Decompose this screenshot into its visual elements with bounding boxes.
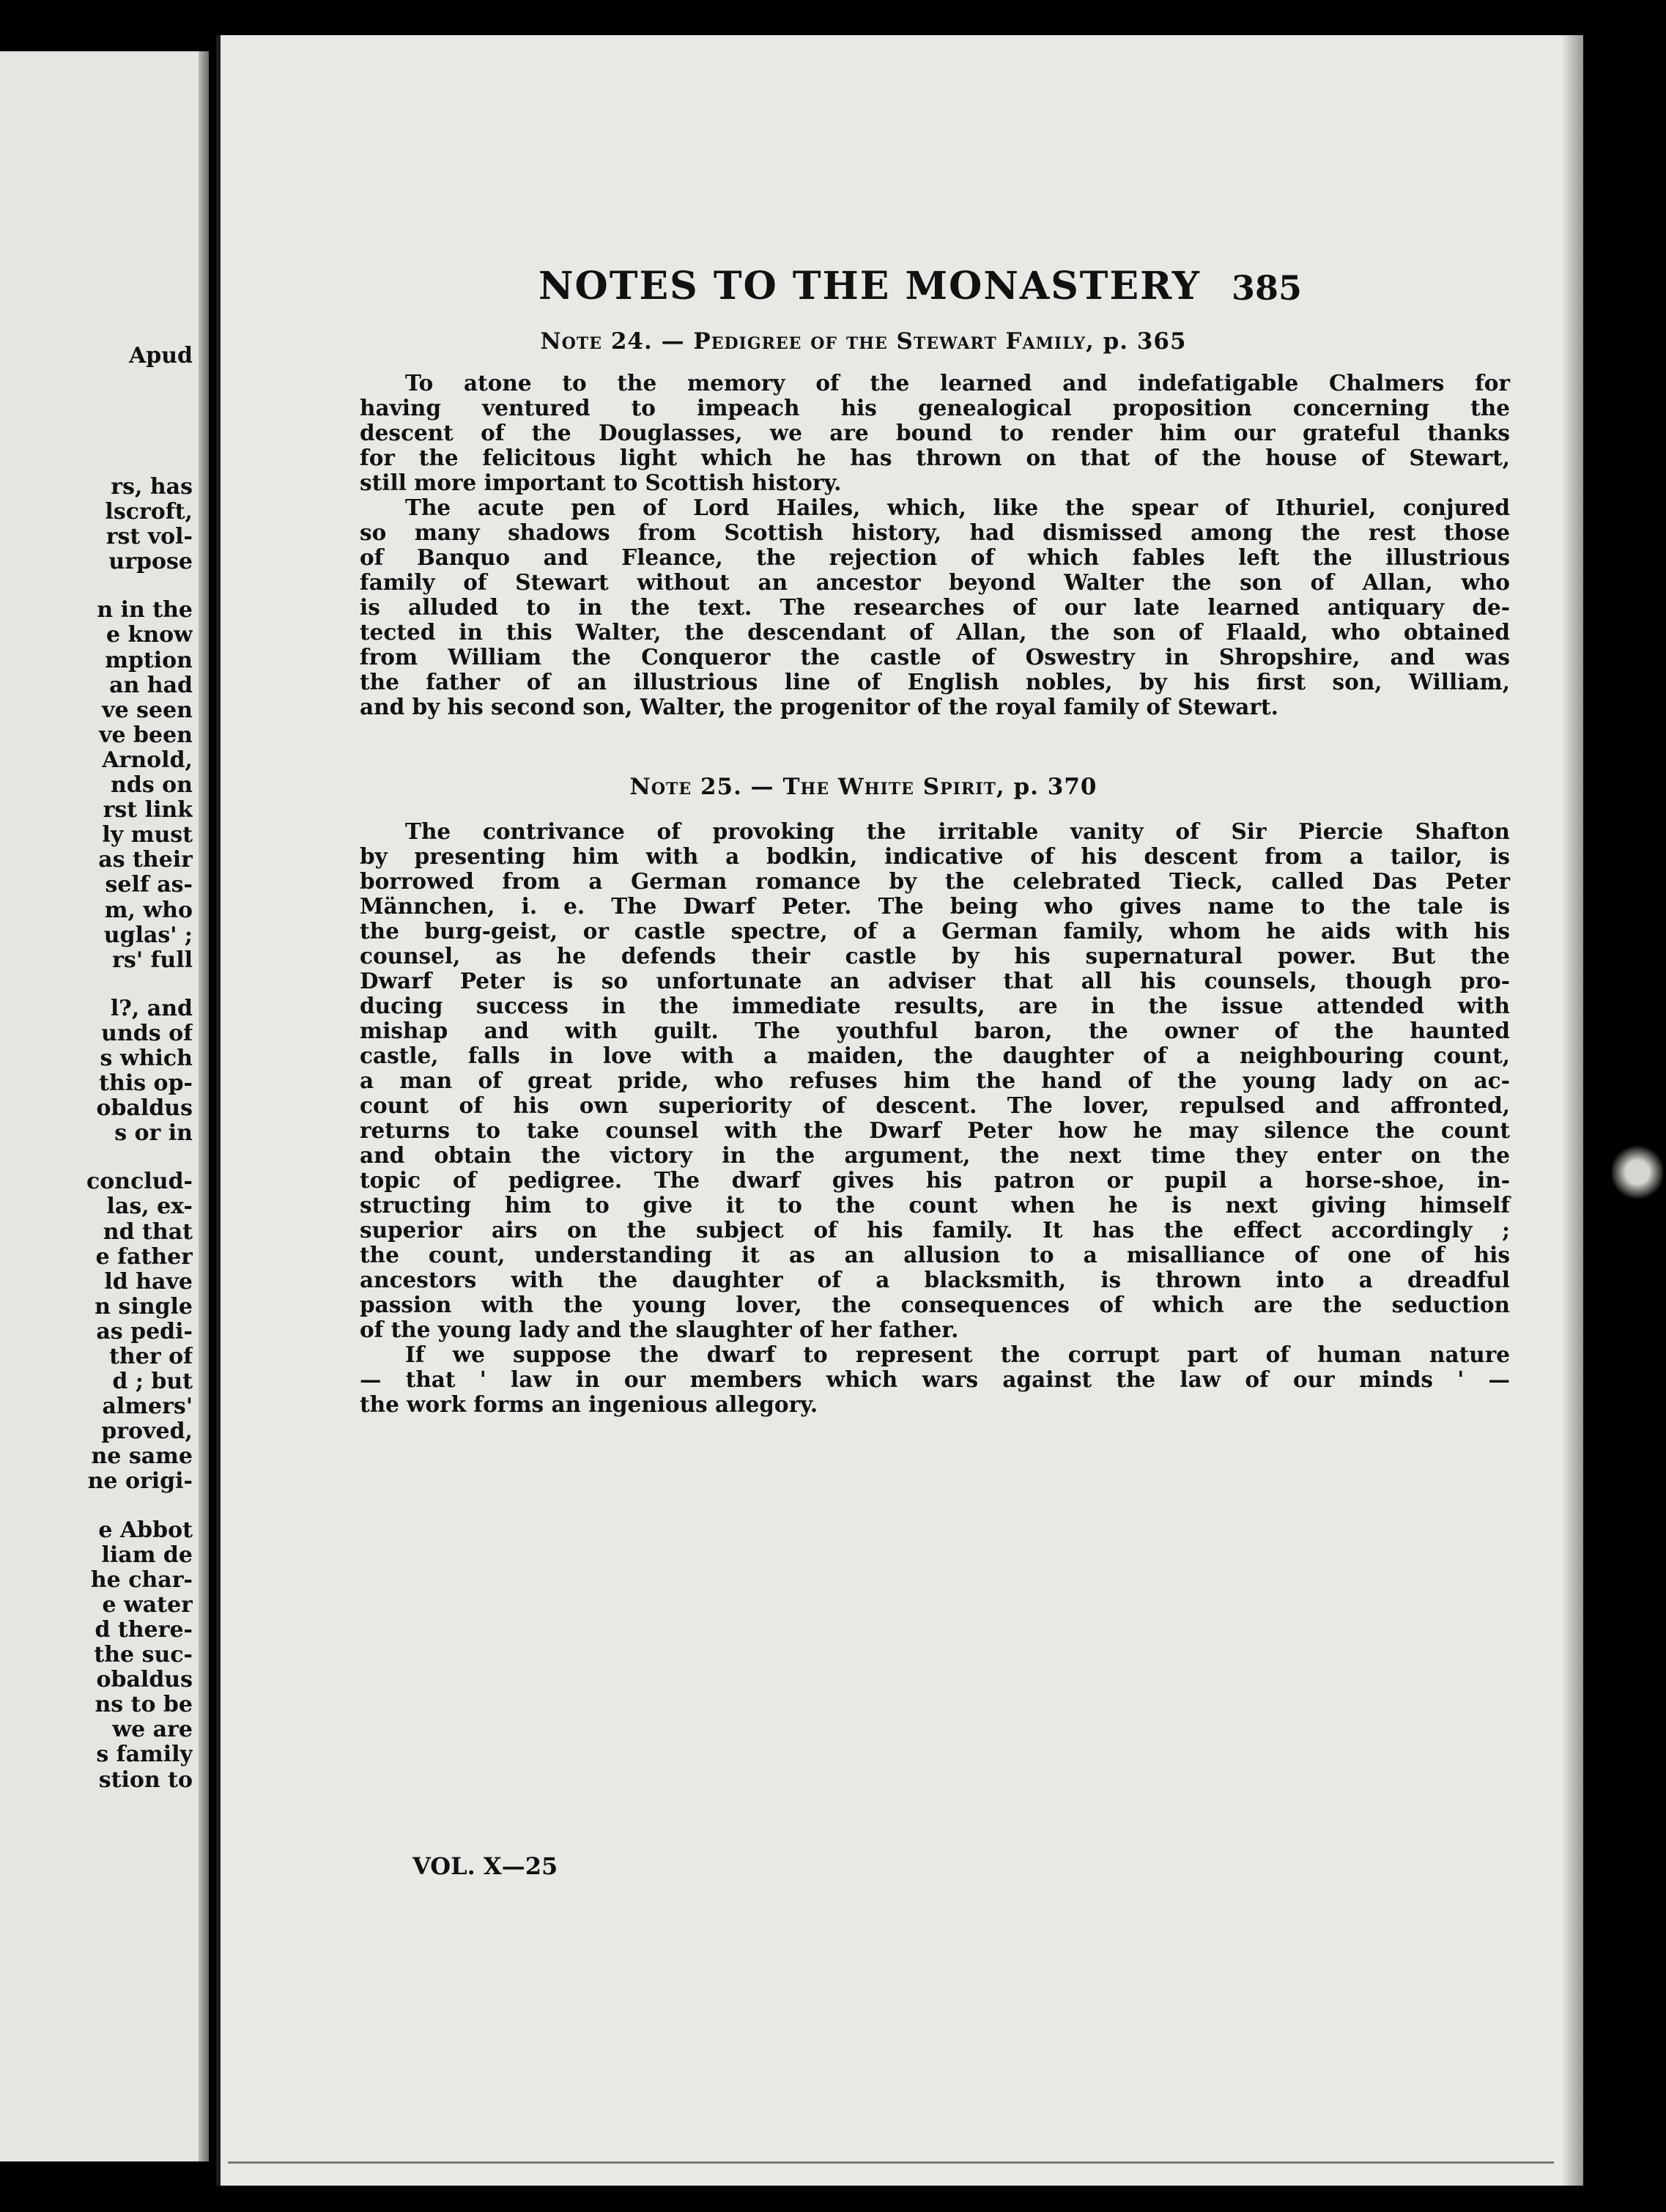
note25-line: the work forms an ingenious allegory. [360,1391,818,1417]
note24-line: still more important to Scottish history. [360,470,842,495]
note25-line: castle, falls in love with a maiden, the daughter of a neighbouring count, [360,1043,1510,1068]
left-page-line: self as- [105,873,193,898]
left-page-line: ve been [99,722,193,748]
left-page-line: s which [100,1046,193,1071]
note24-line: and by his second son, Walter, the progenitor of the royal family of Stewart. [360,694,1278,720]
previous-page-edge [0,51,209,2161]
note-25-heading [221,774,1437,800]
left-page-line: s family [96,1742,193,1768]
note24-line: The acute pen of Lord Hailes, which, like the spear of Ithuriel, conjured [405,495,1510,520]
page-edge-shadow [1561,35,1583,2186]
left-page-line: nds on [111,773,193,799]
left-page-line: ne same [91,1444,193,1470]
left-page-line: the suc- [94,1643,193,1668]
left-page-line: n single [95,1294,193,1320]
note-24-title: Pedigree of the Stewart Family, [693,328,1095,355]
left-page-line: ns to be [95,1693,193,1718]
left-page-lines [0,475,193,1793]
note25-line: structing him to give it to the count when he is next giving himself [360,1192,1510,1218]
scan-artifact [1612,1143,1663,1202]
note24-line: having ventured to impeach his genealogical proposition concerning the [360,395,1510,421]
note24-line: from William the Conqueror the castle of Oswestry in Shropshire, and was [360,644,1510,670]
left-page-line: nd that [103,1219,193,1245]
signature-mark: VOL. X—25 [412,1852,558,1880]
note25-line: passion with the young lover, the consequences of which are the seduction [360,1292,1510,1317]
note25-line: by presenting him with a bodkin, indicative of his descent from a tailor, is [360,843,1510,869]
left-page-line: ve seen [102,698,193,723]
note24-line: family of Stewart without an ancestor beyond Walter the son of Allan, who [360,569,1510,595]
left-page-line: conclud- [86,1169,193,1195]
left-page-line: e father [95,1244,193,1270]
note25-line: The contrivance of provoking the irritable vanity of Sir Piercie Shafton [405,818,1510,844]
note25-line: mishap and with guilt. The youthful baron, the owner of the haunted [360,1018,1510,1043]
note25-line: and obtain the victory in the argument, the next time they enter on the [360,1142,1510,1168]
left-page-line: obaldus [96,1668,193,1693]
note25-line: the burg-geist, or castle spectre, of a German family, whom he aids with his [360,918,1510,944]
note24-line: tected in this Walter, the descendant of Allan, the son of Flaald, who obtained [360,619,1510,645]
note24-line: so many shadows from Scottish history, had dismissed among the rest those [360,519,1510,545]
left-page-line: uglas' ; [103,922,193,948]
left-page-line: proved, [101,1419,193,1445]
note-24-heading [221,328,1437,355]
note24-line: To atone to the memory of the learned and indefatigable Chalmers for [405,370,1510,396]
left-page-line: ther of [109,1344,193,1369]
left-page-line: d ; but [112,1369,193,1395]
note-24-page-ref: p. 365 [1103,328,1187,355]
left-page-line: rst link [103,798,193,824]
left-page-line: we are [112,1717,193,1743]
left-page-line: unds of [101,1021,193,1046]
note-25-title: The White Spirit, [782,774,1005,800]
left-page-line: ly must [102,823,193,848]
left-page-line [0,1146,193,1169]
note25-line: Dwarf Peter is so unfortunate an adviser that all his counsels, though pro- [360,968,1510,994]
left-page-line: lscroft, [105,500,193,525]
note25-line: borrowed from a German romance by the celebrated Tieck, called Das Peter [360,868,1510,894]
left-page-line: s or in [114,1121,193,1147]
left-page-line: stion to [98,1767,193,1793]
note25-line: ancestors with the daughter of a blacksmith, is thrown into a dreadful [360,1267,1510,1292]
page-bottom-edge [228,2161,1554,2164]
note-24-body [360,371,1510,720]
left-page-line: almers' [102,1394,193,1420]
note25-line: returns to take counsel with the Dwarf Peter how he may silence the count [360,1117,1510,1143]
left-page-line: d there- [95,1617,193,1643]
left-page-line [0,973,193,996]
book-page [216,35,1583,2186]
note25-line: the count, understanding it as an allusion to a misalliance of one of his [360,1242,1510,1268]
left-page-line: urpose [108,550,193,575]
note25-line: topic of pedigree. The dwarf gives his patron or pupil a horse-shoe, in- [360,1167,1510,1193]
note24-line: the father of an illustrious line of English nobles, by his first son, William, [360,669,1510,695]
book-gutter [199,51,209,2161]
left-page-line: las, ex- [106,1194,193,1220]
left-page-line: rs' full [112,947,193,973]
left-page-line: this op- [99,1071,193,1097]
note25-line: count of his own superiority of descent. The lover, repulsed and affronted, [360,1092,1510,1118]
left-page-line: l?, and [110,996,193,1021]
left-page-line: rs, has [111,475,193,500]
left-page-line: as their [98,848,193,873]
left-page-line [0,574,193,598]
left-page-line: ne origi- [87,1469,193,1495]
left-page-line: mption [105,648,193,673]
left-page-line: n in the [97,598,193,624]
note24-line: for the felicitous light which he has thrown on that of the house of Stewart, [360,445,1510,470]
left-page-line: ld have [104,1269,193,1295]
note24-line: is alluded to in the text. The researches of our late learned antiquary de- [360,594,1510,620]
note25-line: superior airs on the subject of his family. It has the effect accordingly ; [360,1217,1510,1243]
note24-line: of Banquo and Fleance, the rejection of which fables left the illustrious [360,544,1510,570]
left-page-line: rst vol- [105,525,193,550]
note-25-page-ref: p. 370 [1013,774,1097,800]
note25-line: of the young lady and the slaughter of her father. [360,1317,959,1342]
note-25-label: Note 25. — [629,774,774,800]
left-page-line: an had [109,673,193,698]
note25-line: — that ' law in our members which wars against the law of our minds ' — [360,1366,1510,1392]
running-title: NOTES TO THE MONASTERY [538,264,1201,308]
left-page-line: obaldus [96,1096,193,1122]
page-number: 385 [1232,268,1303,308]
note-25-body [360,819,1510,1417]
left-page-line: e Abbot [98,1517,193,1543]
left-page-line: as pedi- [96,1319,193,1344]
left-page-line: Arnold, [102,747,193,773]
left-page-line: m, who [104,898,193,923]
left-page-word: Apud [128,343,193,369]
left-page-line [0,1495,193,1518]
left-page-line: liam de [101,1542,193,1568]
note25-line: ducing success in the immediate results, are in the issue attended with [360,993,1510,1018]
note25-line: Männchen, i. e. The Dwarf Peter. The being who gives name to the tale is [360,893,1510,919]
note24-line: descent of the Douglasses, we are bound to render him our grateful thanks [360,420,1510,445]
note25-line: If we suppose the dwarf to represent the corrupt part of human nature [405,1342,1510,1367]
note25-line: a man of great pride, who refuses him the hand of the young lady on ac- [360,1068,1510,1093]
left-page-line: e know [106,623,193,648]
left-page-line: he char- [90,1567,193,1593]
note25-line: counsel, as he defends their castle by his supernatural power. But the [360,943,1510,969]
note-24-label: Note 24. — [540,328,685,355]
left-page-line: e water [102,1592,193,1618]
